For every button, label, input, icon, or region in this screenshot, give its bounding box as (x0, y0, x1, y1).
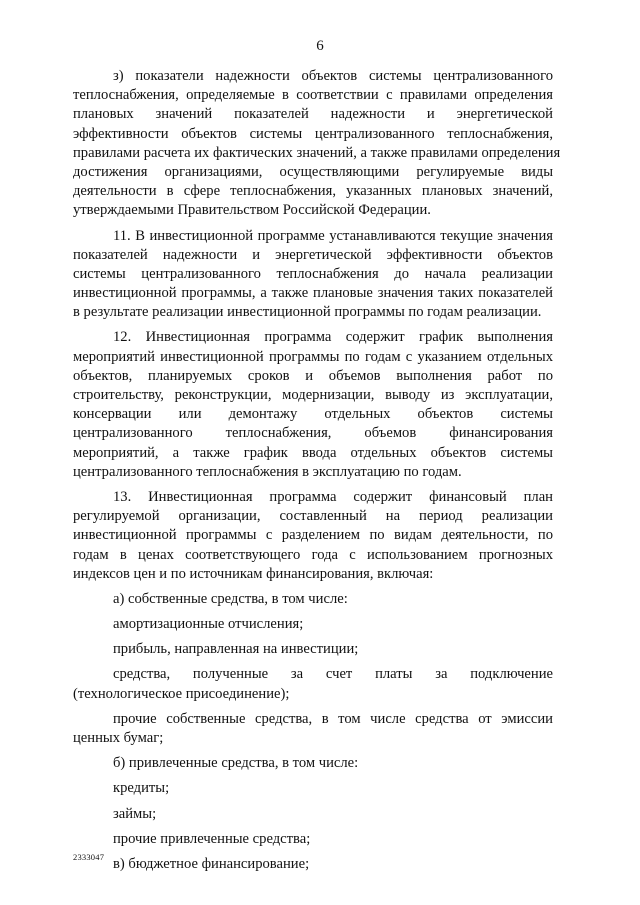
text-line: з) показатели надежности объектов системы централизованного (113, 68, 553, 84)
text-line: мероприятий инвестиционной программы по годам с указанием отдельных (73, 348, 553, 365)
text-line: годам в ценах соответствующего года с использованием прогнозных (73, 546, 553, 563)
item-v (73, 855, 553, 874)
text-line: индексов цен и по источникам финансирования, включая: (73, 565, 434, 582)
paragraph-z (73, 67, 561, 221)
text-line: теплоснабжения, определяемые в соответствии с правилами определения (73, 87, 553, 104)
text-line: кредиты; (113, 780, 170, 797)
paragraph-12 (73, 328, 553, 482)
item-loans (73, 805, 553, 824)
text-line: 12. Инвестиционная программа содержит график выполнения (113, 329, 553, 346)
text-line: объектов, планируемых сроков и объемов выполнения работ по (73, 367, 553, 384)
text-line: прочие собственные средства, в том числе средства от эмиссии (113, 710, 553, 727)
page-number: 6 (316, 38, 324, 54)
text-line: инвестиционной программы, а также плановые значения таких показателей (73, 285, 553, 302)
text-line: эффективности объектов системы централизованного теплоснабжения, (73, 125, 553, 142)
text-line: (технологическое присоединение); (73, 685, 290, 702)
text-line: амортизационные отчисления; (113, 616, 304, 633)
item-other-own (73, 710, 553, 748)
text-line: утверждаемыми Правительством Российской Федерации. (73, 202, 431, 219)
paragraph-11 (73, 227, 553, 323)
item-credits (73, 779, 553, 798)
text-line: централизованного теплоснабжения, объемов финансирования (73, 425, 553, 442)
text-line: регулируемой организации, составленный на период реализации (73, 508, 553, 525)
text-line: правилами расчета их фактических значений, а также правилами определения (73, 144, 561, 161)
item-profit (73, 640, 553, 659)
text-line: показателей надежности и энергетической эффективности объектов (73, 246, 553, 263)
text-line: прибыль, направленная на инвестиции; (113, 641, 359, 658)
text-line: централизованного теплоснабжения в эксплуатацию по годам. (73, 463, 462, 480)
text-line: достижения организациями, осуществляющими регулируемые виды (73, 163, 553, 180)
text-line: 11. В инвестиционной программе устанавливаются текущие значения (113, 227, 553, 244)
item-a (73, 590, 553, 609)
text-line: 13. Инвестиционная программа содержит финансовый план (113, 488, 553, 505)
item-b (73, 754, 553, 773)
text-line: б) привлеченные средства, в том числе: (113, 755, 359, 772)
text-line: консервации или демонтажу отдельных объектов системы (73, 406, 553, 423)
text-line: а) собственные средства, в том числе: (113, 590, 348, 607)
text-line: в результате реализации инвестиционной программы по годам реализации. (73, 304, 542, 321)
text-line: ценных бумаг; (73, 730, 164, 746)
document-id: 2333047 (73, 852, 105, 862)
item-connection-fee (73, 665, 553, 703)
document-body (73, 67, 561, 874)
text-line: системы централизованного теплоснабжения до начала реализации (73, 265, 553, 282)
text-line: строительству, реконструкции, модернизации, выводу из эксплуатации, (73, 387, 553, 403)
text-line: в) бюджетное финансирование; (113, 855, 310, 872)
text-line: инвестиционной программы с разделением по видам деятельности, по (73, 527, 553, 544)
text-line: прочие привлеченные средства; (113, 830, 311, 847)
text-line: деятельности в сфере теплоснабжения, указанных плановых значений, (73, 183, 553, 200)
text-line: мероприятий, а также график ввода отдельных объектов системы (73, 444, 553, 461)
text-line: займы; (113, 805, 157, 822)
item-other-borrowed (73, 830, 553, 849)
text-line: средства, полученные за счет платы за подключение (113, 666, 553, 683)
text-line: плановых значений показателей надежности и энергетической (73, 106, 553, 123)
item-amortization (73, 615, 553, 634)
paragraph-13 (73, 488, 553, 584)
